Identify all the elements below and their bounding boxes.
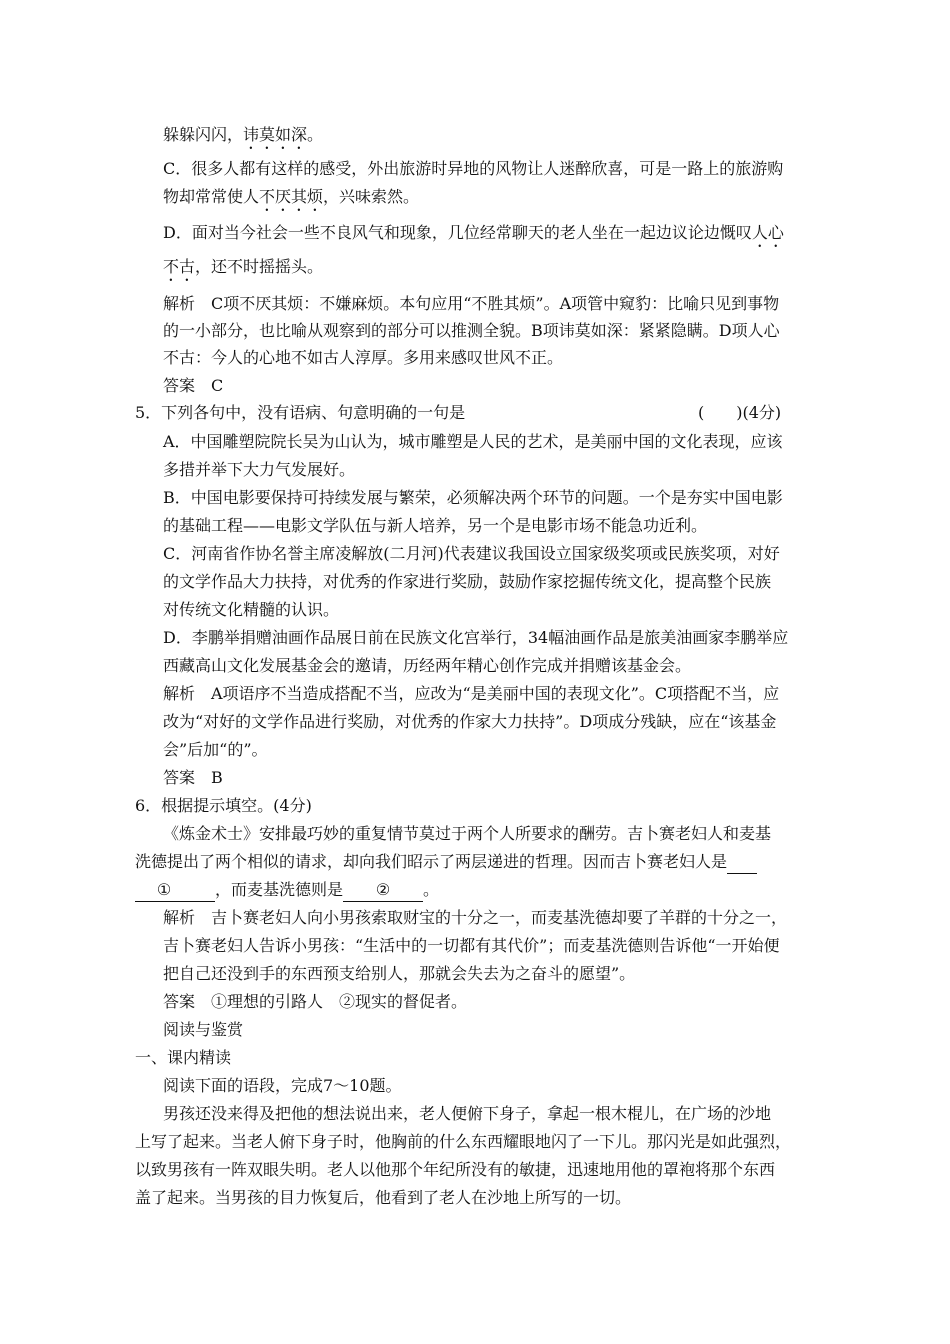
q5-answer: 答案 B	[163, 768, 223, 787]
emphasized-idiom: 不古	[163, 257, 196, 276]
text: ，兴味索然。	[323, 187, 420, 206]
q4-analysis-line3: 不古：今人的心地不如古人淳厚。多用来感叹世风不正。	[163, 348, 564, 367]
text: 。	[423, 880, 440, 899]
blank-line	[727, 851, 757, 874]
section-heading: 阅读与鉴赏	[163, 1020, 244, 1039]
text: 。	[307, 125, 324, 144]
reading-passage-line1: 男孩还没来得及把他的想法说出来，老人便俯下身子，拿起一根木棍儿，在广场的沙地	[163, 1104, 772, 1123]
q4-option-b-tail	[163, 124, 323, 153]
reading-passage-line3: 以致男孩有一阵双眼失明。老人以他那个年纪所没有的敏捷，迅速地用他的罩袍将那个东西	[135, 1160, 776, 1179]
q4-analysis-line1: 解析 C项不厌其烦：不嫌麻烦。本句应用“不胜其烦”。A项管中窥豹：比喻只见到事物	[163, 294, 780, 313]
q5-analysis-line1: 解析 A项语序不当造成搭配不当，应改为“是美丽中国的表现文化”。C项搭配不当，应	[163, 684, 780, 703]
q5-option-d-line2: 西藏高山文化发展基金会的邀请，历经两年精心创作完成并捐赠该基金会。	[163, 656, 692, 675]
q5-option-b-line2: 的基础工程——电影文学队伍与新人培养，另一个是电影市场不能急功近利。	[163, 516, 708, 535]
q5-option-c-line3: 对传统文化精髓的认识。	[163, 600, 340, 619]
q5-option-c-line2: 的文学作品大力扶持，对优秀的作家进行奖励，鼓励作家挖掘传统文化，提高整个民族	[163, 572, 772, 591]
reading-passage-line2: 上写了起来。当老人俯下身子时，他胸前的什么东西耀眼地闪了一下儿。那闪光是如此强烈，	[135, 1132, 792, 1151]
q5-option-a-line1: A．中国雕塑院院长吴为山认为，城市雕塑是人民的艺术，是美丽中国的文化表现，应该	[163, 432, 783, 451]
text: D．面对当今社会一些不良风气和现象，几位经常聊天的老人坐在一起边议论边慨叹	[163, 223, 752, 242]
blank-1: ①	[135, 879, 193, 902]
q6-passage-line1: 《炼金术士》安排最巧妙的重复情节莫过于两个人所要求的酬劳。吉卜赛老妇人和麦基	[163, 824, 772, 843]
blank-line	[193, 879, 215, 902]
q5-score: ( )(4分)	[698, 403, 782, 422]
q4-option-d-line1	[163, 222, 784, 251]
q6-passage-line3	[135, 879, 439, 902]
q5-option-d-line1: D．李鹏举捐赠油画作品展日前在民族文化宫举行，34幅油画作品是旅美油画家李鹏举应	[163, 628, 789, 647]
q5-analysis-line3: 会”后加“的”。	[163, 740, 268, 759]
emphasized-idiom: 不厌其烦	[259, 187, 324, 206]
q5-stem: 5．下列各句中，没有语病、句意明确的一句是	[135, 403, 466, 422]
q6-analysis-line2: 吉卜赛老妇人告诉小男孩：“生活中的一切都有其代价”；而麦基洗德则告诉他“一开始便	[163, 936, 780, 955]
text: ，还不时摇摇头。	[195, 257, 324, 276]
q6-analysis-line3: 把自己还没到手的东西预支给别人，那就会失去为之奋斗的愿望”。	[163, 964, 636, 983]
text: 洗德提出了两个相似的请求，却向我们昭示了两层递进的哲理。因而吉卜赛老妇人是	[135, 852, 728, 871]
q5-option-b-line1: B．中国电影要保持可持续发展与繁荣，必须解决两个环节的问题。一个是夯实中国电影	[163, 488, 783, 507]
q4-option-d-line2	[163, 256, 323, 285]
q4-option-c-line2	[163, 186, 419, 215]
emphasized-idiom: 人心	[751, 223, 784, 242]
q6-stem: 6．根据提示填空。(4分)	[135, 796, 312, 815]
q6-analysis-line1: 解析 吉卜赛老妇人向小男孩索取财宝的十分之一，而麦基洗德却要了羊群的十分之一，	[163, 908, 788, 927]
q4-option-c-line1: C．很多人都有这样的感受，外出旅游时异地的风物让人迷醉欣喜，可是一路上的旅游购	[163, 159, 784, 178]
q5-option-c-line1: C．河南省作协名誉主席凌解放(二月河)代表建议我国设立国家级奖项或民族奖项，对好	[163, 544, 780, 563]
q4-answer: 答案 C	[163, 376, 224, 395]
q6-passage-line2	[135, 851, 757, 874]
text: 躲躲闪闪，	[163, 125, 244, 144]
blank-2: ②	[343, 879, 423, 902]
part-heading: 一、课内精读	[135, 1048, 232, 1067]
q5-option-a-line2: 多措并举下大力气发展好。	[163, 460, 356, 479]
q6-answer: 答案 ①理想的引路人 ②现实的督促者。	[163, 992, 468, 1011]
text: 物却常常使人	[163, 187, 260, 206]
reading-instruction: 阅读下面的语段，完成7～10题。	[163, 1076, 402, 1095]
q4-analysis-line2: 的一小部分，也比喻从观察到的部分可以推测全貌。B项讳莫如深：紧紧隐瞒。D项人心	[163, 321, 780, 340]
emphasized-idiom: 讳莫如深	[243, 125, 308, 144]
text: ，而麦基洗德则是	[215, 880, 344, 899]
reading-passage-line4: 盖了起来。当男孩的目力恢复后，他看到了老人在沙地上所写的一切。	[135, 1188, 632, 1207]
q5-analysis-line2: 改为“对好的文学作品进行奖励，对优秀的作家大力扶持”。D项成分残缺，应在“该基金	[163, 712, 777, 731]
